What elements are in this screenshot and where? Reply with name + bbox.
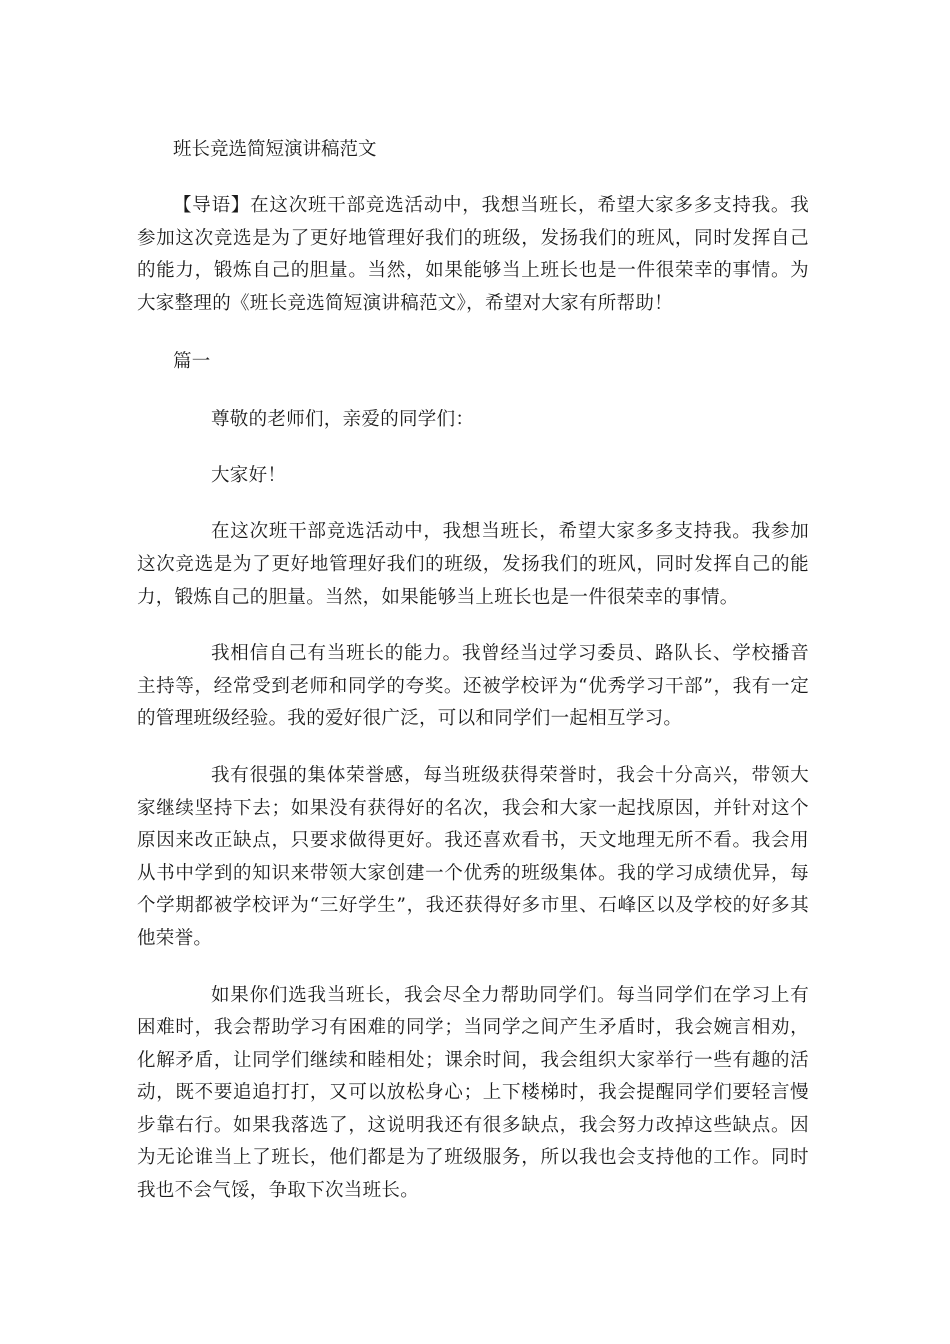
salutation: 尊敬的老师们，亲爱的同学们： (211, 409, 475, 431)
body-paragraph-1: 在这次班干部竞选活动中，我想当班长，希望大家多多支持我。我参加这次竞选是为了更好地管理好我们的班级，发扬我们的班风，同时发挥自己的能力，锻炼自己的胆量。当然，如果能够当上班长也是一件很荣幸的事情。 (137, 521, 809, 608)
body-paragraph-3: 我有很强的集体荣誉感，每当班级获得荣誉时，我会十分高兴，带领大家继续坚持下去；如果没有获得好的名次，我会和大家一起找原因，并针对这个原因来改正缺点，只要求做得更好。我还喜欢看书，天文地理无所不看。我会用从书中学到的知识来带领大家创建一个优秀的班级集体。我的学习成绩优异，每个学期都被学校评为“三好学生”，我还获得好多市里、石峰区以及学校的好多其他荣誉。 (137, 764, 809, 949)
section-heading: 篇一 (173, 351, 211, 373)
body-paragraph-2: 我相信自己有当班长的能力。我曾经当过学习委员、路队长、学校播音主持等，经常受到老师和同学的夸奖。还被学校评为“优秀学习干部”，我有一定的管理班级经验。我的爱好很广泛，可以和同学们一起相互学习。 (137, 643, 809, 730)
document-body (137, 134, 809, 1208)
greeting: 大家好！ (211, 465, 287, 487)
intro-paragraph: 【导语】在这次班干部竞选活动中，我想当班长，希望大家多多支持我。我参加这次竞选是为了更好地管理好我们的班级，发扬我们的班风，同时发挥自己的能力，锻炼自己的胆量。当然，如果能够当上班长也是一件很荣幸的事情。为大家整理的《班长竞选简短演讲稿范文》，希望对大家有所帮助！ (137, 195, 809, 314)
body-paragraph-4: 如果你们选我当班长，我会尽全力帮助同学们。每当同学们在学习上有困难时，我会帮助学习有困难的同学；当同学之间产生矛盾时，我会婉言相劝，化解矛盾，让同学们继续和睦相处；课余时间，我会组织大家举行一些有趣的活动，既不要追追打打，又可以放松身心；上下楼梯时，我会提醒同学们要轻言慢步靠右行。如果我落选了，这说明我还有很多缺点，我会努力改掉这些缺点。因为无论谁当上了班长，他们都是为了班级服务，所以我也会支持他的工作。同时我也不会气馁，争取下次当班长。 (137, 984, 809, 1202)
document-title: 班长竞选简短演讲稿范文 (173, 139, 377, 160)
